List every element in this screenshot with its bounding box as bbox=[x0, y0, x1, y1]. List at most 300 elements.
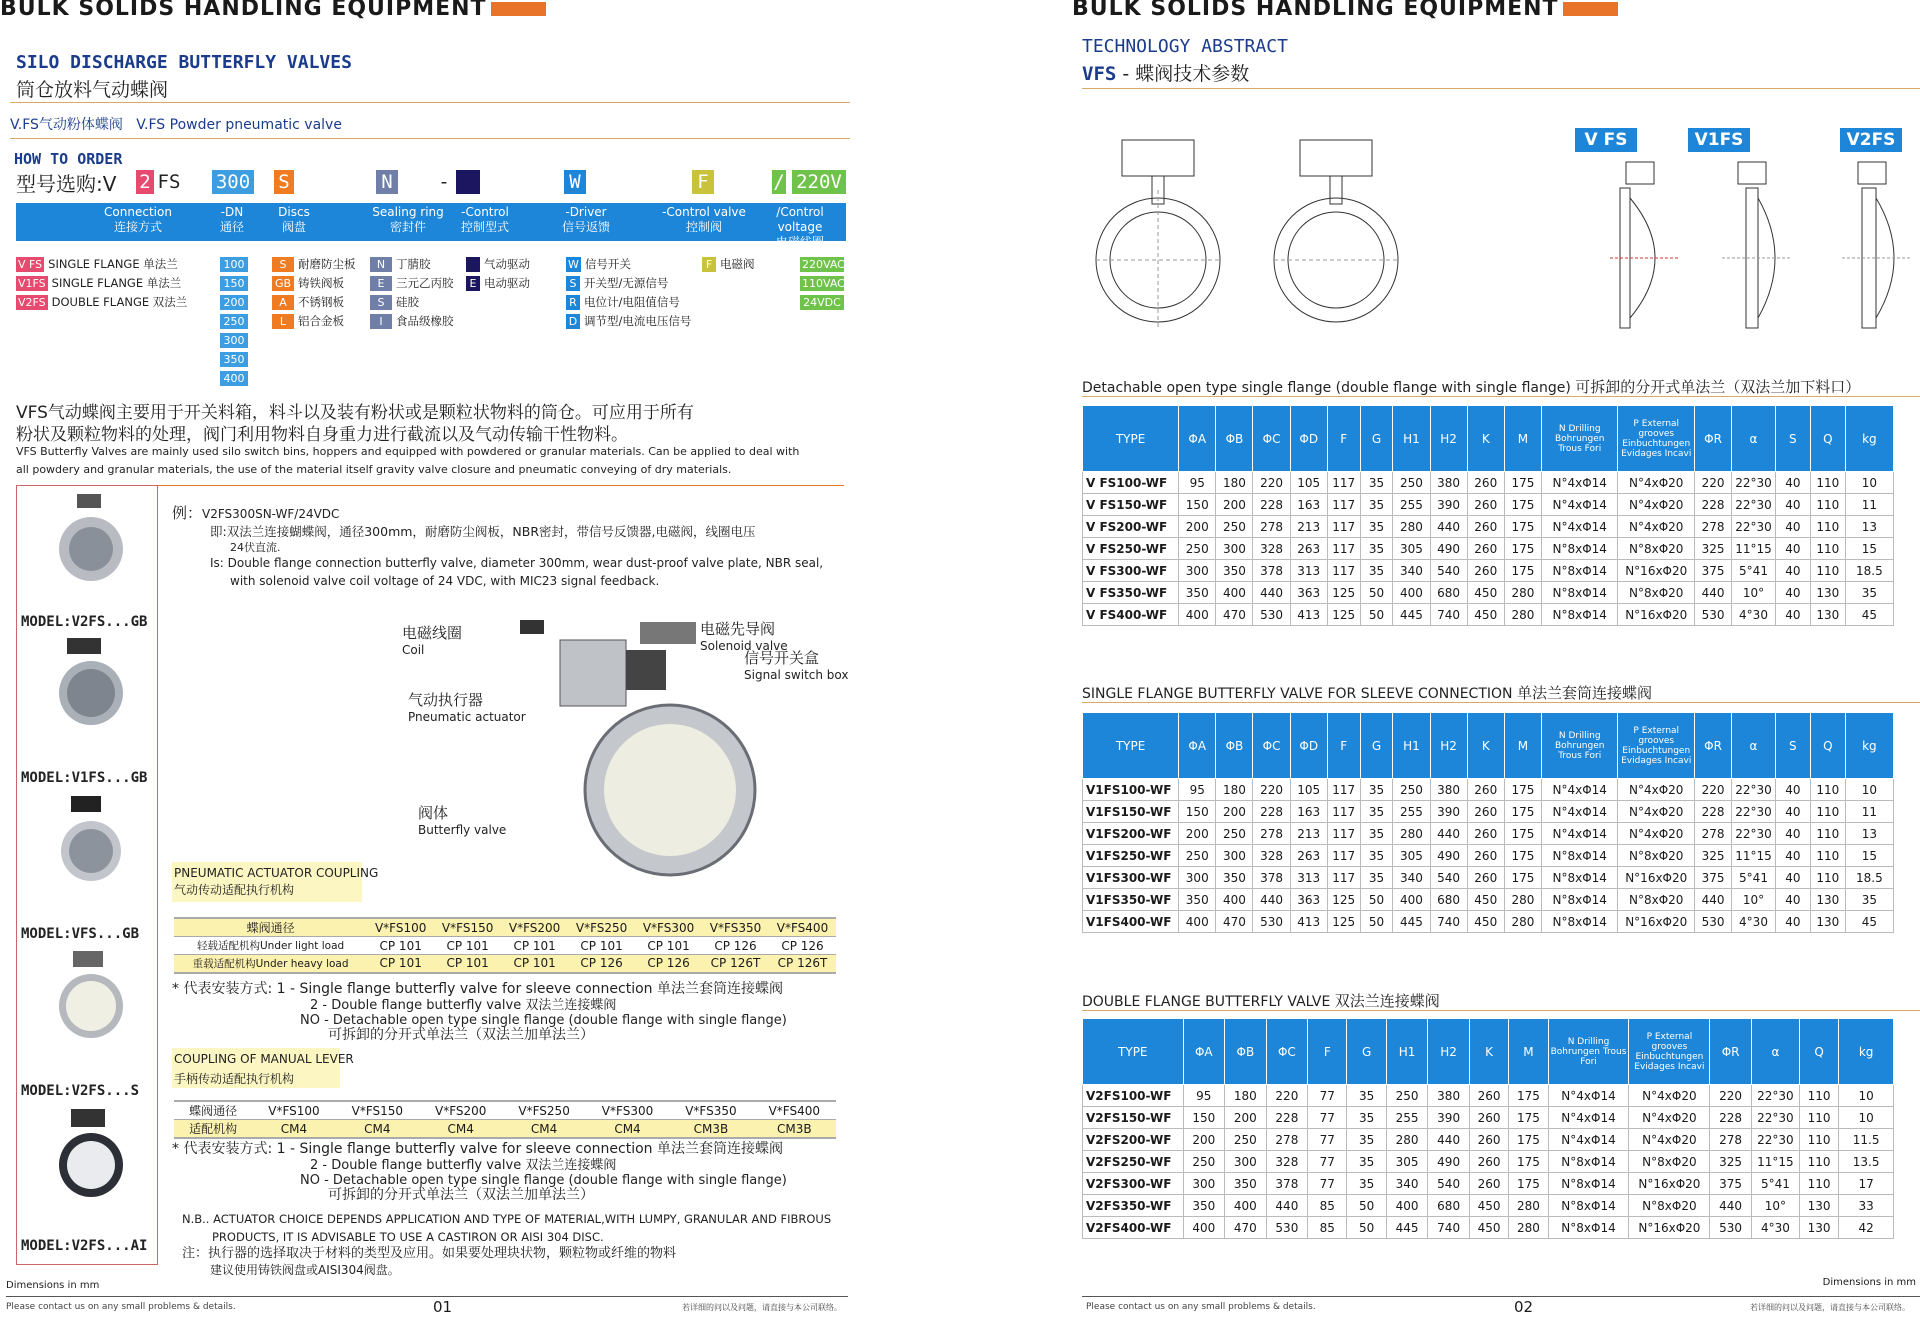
spec-table-v2fs bbox=[1082, 1018, 1894, 1239]
spec-cell: N°4xΦ20 bbox=[1618, 779, 1695, 801]
spec-row bbox=[1083, 604, 1894, 626]
spec-row bbox=[1083, 1195, 1894, 1217]
spec-cell: 220 bbox=[1710, 1085, 1752, 1107]
spec-cell: 163 bbox=[1290, 494, 1327, 516]
page-number: 01 bbox=[433, 1298, 453, 1316]
example-code: V2FS300SN-WF/24VDC bbox=[202, 507, 340, 521]
col-cn: 阀盘 bbox=[281, 220, 306, 234]
spec-cell: 440 bbox=[1428, 1129, 1470, 1151]
install-note-3: NO - Detachable open type single flange (double flange with single flange) bbox=[300, 1013, 787, 1028]
spec-header-cell: α bbox=[1732, 713, 1776, 779]
header-accent-bar bbox=[491, 2, 546, 16]
example-line bbox=[172, 502, 339, 523]
spec-cell: 400 bbox=[1179, 911, 1216, 933]
spec-cell: 450 bbox=[1469, 1195, 1508, 1217]
spec-cell: 40 bbox=[1775, 538, 1810, 560]
option-row bbox=[566, 312, 691, 331]
spec-cell: 11.5 bbox=[1839, 1129, 1894, 1151]
spec-cell: 305 bbox=[1393, 538, 1430, 560]
spec-cell: N°4xΦ14 bbox=[1541, 494, 1618, 516]
spec-cell: 278 bbox=[1710, 1129, 1752, 1151]
spec-row bbox=[1083, 1217, 1894, 1239]
option-row bbox=[800, 274, 848, 293]
spec-table-vfs bbox=[1082, 405, 1894, 626]
footer-rule bbox=[1082, 1296, 1920, 1297]
spec-cell: 490 bbox=[1428, 1151, 1470, 1173]
spec-cell: 260 bbox=[1469, 1151, 1508, 1173]
spec-cell: 175 bbox=[1509, 1085, 1548, 1107]
col-discs bbox=[264, 205, 324, 235]
spec-header-cell: ΦC bbox=[1253, 713, 1290, 779]
spec-cell: 125 bbox=[1327, 889, 1360, 911]
valve-photo-v2fs-s bbox=[47, 951, 132, 1041]
spec-cell: 400 bbox=[1225, 1195, 1267, 1217]
spec-cell: 390 bbox=[1430, 801, 1467, 823]
spec-header-cell: ΦC bbox=[1253, 406, 1290, 472]
option-code: 250 bbox=[220, 314, 248, 329]
spec-cell: N°8xΦ14 bbox=[1548, 1151, 1629, 1173]
spec-cell: N°4xΦ20 bbox=[1618, 516, 1695, 538]
spec-cell: 40 bbox=[1775, 516, 1810, 538]
spec-cell: 490 bbox=[1430, 538, 1467, 560]
col-en: Discs bbox=[278, 205, 310, 219]
spec-cell: 325 bbox=[1710, 1151, 1752, 1173]
option-row bbox=[702, 255, 755, 274]
spec-header-cell: ΦD bbox=[1290, 406, 1327, 472]
spec-cell: 175 bbox=[1504, 494, 1541, 516]
spec-cell: 35 bbox=[1347, 1085, 1386, 1107]
dn-options bbox=[220, 255, 252, 388]
spec-cell: 5°41 bbox=[1732, 867, 1776, 889]
option-code: S bbox=[272, 257, 294, 272]
spec-cell: 200 bbox=[1179, 516, 1216, 538]
spec-cell: 40 bbox=[1775, 779, 1810, 801]
spec-cell: 250 bbox=[1386, 1085, 1428, 1107]
spec-cell: 85 bbox=[1308, 1217, 1347, 1239]
spec-header-cell: ΦR bbox=[1694, 406, 1731, 472]
spec-cell: 22°30 bbox=[1751, 1107, 1799, 1129]
option-code: 24VDC bbox=[800, 295, 844, 310]
section-title-1 bbox=[1082, 376, 1860, 397]
spec-cell: 260 bbox=[1469, 1173, 1508, 1195]
spec-type-cell: V2FS300-WF bbox=[1083, 1173, 1184, 1195]
cell: CM4 bbox=[364, 1121, 391, 1136]
spec-cell: 125 bbox=[1327, 604, 1360, 626]
spec-cell: 213 bbox=[1290, 516, 1327, 538]
spec-type-cell: V1FS150-WF bbox=[1083, 801, 1179, 823]
spec-cell: 11°15 bbox=[1732, 845, 1776, 867]
spec-cell: 260 bbox=[1467, 494, 1504, 516]
spec-cell: 125 bbox=[1327, 911, 1360, 933]
footer-contact: Please contact us on any small problems & details. bbox=[1086, 1302, 1316, 1312]
spec-cell: 450 bbox=[1467, 582, 1504, 604]
spec-type-cell: V FS350-WF bbox=[1083, 582, 1179, 604]
spec-cell: 400 bbox=[1179, 604, 1216, 626]
spec-cell: 22°30 bbox=[1732, 823, 1776, 845]
tech-vfs: VFS bbox=[1082, 63, 1117, 85]
spec-cell: 490 bbox=[1430, 845, 1467, 867]
spec-cell: 260 bbox=[1467, 867, 1504, 889]
spec-cell: 40 bbox=[1775, 582, 1810, 604]
spec-cell: 45 bbox=[1845, 604, 1893, 626]
cell: V*FS200 bbox=[508, 920, 561, 935]
spec-cell: 22°30 bbox=[1732, 472, 1776, 494]
spec-header-cell: H1 bbox=[1393, 406, 1430, 472]
spec-row bbox=[1083, 801, 1894, 823]
spec-cell: 530 bbox=[1253, 911, 1290, 933]
spec-cell: 35 bbox=[1360, 560, 1393, 582]
spec-cell: 305 bbox=[1386, 1151, 1428, 1173]
spec-cell: 260 bbox=[1469, 1129, 1508, 1151]
spec-cell: 220 bbox=[1694, 472, 1731, 494]
col-connection bbox=[90, 205, 186, 235]
spec-header-cell: ΦA bbox=[1183, 1019, 1225, 1085]
spec-cell: 180 bbox=[1216, 779, 1253, 801]
spec-cell: N°8xΦ20 bbox=[1618, 845, 1695, 867]
control-options bbox=[466, 255, 530, 293]
pac-title-cn: 气动传动适配执行机构 bbox=[174, 883, 295, 897]
cell: 蝶阀通径 bbox=[246, 921, 295, 935]
spec-cell: 530 bbox=[1694, 604, 1731, 626]
option-row bbox=[800, 293, 848, 312]
spec-cell: 150 bbox=[1183, 1107, 1225, 1129]
spec-header-cell: N Drilling Bohrungen Trous Fori bbox=[1541, 406, 1618, 472]
spec-cell: N°4xΦ14 bbox=[1541, 472, 1618, 494]
spec-cell: 110 bbox=[1799, 1129, 1838, 1151]
option-code: E bbox=[466, 276, 480, 291]
spec-cell: 250 bbox=[1225, 1129, 1267, 1151]
spec-cell: 77 bbox=[1308, 1129, 1347, 1151]
spec-cell: 175 bbox=[1504, 823, 1541, 845]
spec-cell: 340 bbox=[1393, 867, 1430, 889]
spec-cell: 175 bbox=[1504, 538, 1541, 560]
spec-cell: 380 bbox=[1428, 1085, 1470, 1107]
divider bbox=[10, 102, 850, 103]
spec-header-cell: H2 bbox=[1430, 713, 1467, 779]
example-cn-1: 即:双法兰连接蝴蝶阀，通径300mm，耐磨防尘阀板，NBR密封，带信号反馈器,电磁阀，线圈电压 bbox=[210, 524, 756, 539]
cell: CP 126T bbox=[777, 956, 828, 971]
section-title-3 bbox=[1082, 990, 1440, 1011]
cell: CP 101 bbox=[379, 956, 422, 971]
spec-row bbox=[1083, 538, 1894, 560]
spec-cell: 740 bbox=[1428, 1217, 1470, 1239]
spec-cell: 445 bbox=[1393, 911, 1430, 933]
spec-cell: 280 bbox=[1393, 516, 1430, 538]
spec-header-cell: N Drilling Bohrungen Trous Fori bbox=[1541, 713, 1618, 779]
spec-cell: 13.5 bbox=[1839, 1151, 1894, 1173]
spec-cell: 470 bbox=[1216, 604, 1253, 626]
option-row bbox=[16, 255, 187, 274]
order-prefix bbox=[16, 168, 116, 196]
spec-header-cell: Q bbox=[1810, 406, 1845, 472]
option-code: N bbox=[370, 257, 392, 272]
spec-cell: 15 bbox=[1845, 845, 1893, 867]
spec-cell: 50 bbox=[1360, 604, 1393, 626]
spec-cell: N°16xΦ20 bbox=[1629, 1217, 1710, 1239]
option-code: S bbox=[566, 276, 580, 291]
pac-table bbox=[174, 917, 836, 974]
spec-cell: N°4xΦ14 bbox=[1548, 1085, 1629, 1107]
spec-cell: 22°30 bbox=[1732, 494, 1776, 516]
dimensions-note: Dimensions in mm bbox=[6, 1280, 100, 1291]
spec-cell: 130 bbox=[1799, 1217, 1838, 1239]
spec-type-cell: V FS300-WF bbox=[1083, 560, 1179, 582]
cell: CM4 bbox=[614, 1121, 641, 1136]
order-code-fs: FS bbox=[157, 171, 181, 193]
tech-title-cn bbox=[1082, 59, 1288, 86]
spec-cell: 110 bbox=[1810, 801, 1845, 823]
option-row bbox=[566, 274, 691, 293]
footer-rule bbox=[6, 1296, 848, 1297]
nb-cn-2: 建议使用铸铁阀盘或AISI304阀盘。 bbox=[210, 1263, 400, 1277]
option-code: S bbox=[370, 295, 392, 310]
spec-cell: 375 bbox=[1694, 867, 1731, 889]
spec-cell: 450 bbox=[1467, 911, 1504, 933]
option-row bbox=[800, 255, 848, 274]
option-code: F bbox=[702, 257, 716, 272]
spec-cell: 130 bbox=[1799, 1195, 1838, 1217]
manual-table bbox=[174, 1100, 836, 1139]
spec-cell: N°8xΦ14 bbox=[1541, 538, 1618, 560]
spec-cell: N°8xΦ14 bbox=[1541, 911, 1618, 933]
spec-header-row bbox=[1083, 713, 1894, 779]
spec-cell: 350 bbox=[1183, 1195, 1225, 1217]
spec-cell: 35 bbox=[1845, 582, 1893, 604]
spec-header-row bbox=[1083, 406, 1894, 472]
cell: CP 101 bbox=[580, 938, 623, 953]
spec-header-cell: ΦD bbox=[1290, 713, 1327, 779]
spec-cell: 117 bbox=[1327, 494, 1360, 516]
drawing-v1fs-profile bbox=[1702, 158, 1802, 358]
section-cn: 双法兰连接蝶阀 bbox=[1334, 992, 1440, 1010]
option-row bbox=[220, 293, 252, 312]
spec-cell: 200 bbox=[1216, 494, 1253, 516]
col-cn: 控制阀 bbox=[685, 220, 722, 234]
spec-cell: 117 bbox=[1327, 472, 1360, 494]
col-cn: 连接方式 bbox=[113, 220, 162, 234]
drawing-vfs-side bbox=[1082, 130, 1252, 350]
spec-cell: 77 bbox=[1308, 1173, 1347, 1195]
cell: CP 126 bbox=[714, 938, 757, 953]
cell: 轻载适配机构Under light load bbox=[197, 940, 345, 952]
callout-cn: 电磁先导阀 bbox=[700, 620, 776, 638]
spec-cell: 18.5 bbox=[1845, 560, 1893, 582]
spec-cell: 40 bbox=[1775, 604, 1810, 626]
option-row bbox=[220, 369, 252, 388]
spec-cell: 105 bbox=[1290, 779, 1327, 801]
spec-cell: 445 bbox=[1386, 1217, 1428, 1239]
spec-row bbox=[1083, 911, 1894, 933]
pac-header bbox=[174, 918, 836, 937]
spec-cell: N°4xΦ20 bbox=[1618, 472, 1695, 494]
cell: V*FS400 bbox=[776, 920, 829, 935]
option-row bbox=[16, 293, 187, 312]
spec-cell: 470 bbox=[1216, 911, 1253, 933]
spec-cell: 22°30 bbox=[1751, 1085, 1799, 1107]
option-row bbox=[566, 255, 691, 274]
option-code: 200 bbox=[220, 295, 248, 310]
option-text: 气动驱动 bbox=[484, 257, 530, 271]
option-code: 350 bbox=[220, 352, 248, 367]
spec-cell: 470 bbox=[1225, 1217, 1267, 1239]
spec-cell: 50 bbox=[1360, 911, 1393, 933]
spec-cell: 363 bbox=[1290, 889, 1327, 911]
spec-header-cell: H1 bbox=[1393, 713, 1430, 779]
spec-type-cell: V FS150-WF bbox=[1083, 494, 1179, 516]
option-code: V FS bbox=[18, 258, 43, 271]
spec-cell: N°8xΦ14 bbox=[1541, 867, 1618, 889]
spec-cell: 17 bbox=[1839, 1173, 1894, 1195]
spec-cell: 530 bbox=[1266, 1217, 1308, 1239]
spec-cell: 40 bbox=[1775, 889, 1810, 911]
spec-cell: 260 bbox=[1467, 823, 1504, 845]
spec-row bbox=[1083, 823, 1894, 845]
option-code: 110VAC bbox=[802, 277, 845, 290]
spec-header-cell: M bbox=[1504, 713, 1541, 779]
spec-header-cell: G bbox=[1360, 406, 1393, 472]
section-en: Detachable open type single flange (double flange with single flange) bbox=[1082, 380, 1571, 396]
option-code: 100 bbox=[220, 257, 248, 272]
spec-cell: 175 bbox=[1509, 1151, 1548, 1173]
option-text: 电动驱动 bbox=[484, 276, 530, 290]
option-row bbox=[566, 293, 691, 312]
example-en-1: Is: Double flange connection butterfly valve, diameter 300mm, wear dust-proof valve plate, NBR seal, bbox=[210, 556, 824, 570]
spec-header-cell: ΦR bbox=[1710, 1019, 1752, 1085]
spec-header-cell: S bbox=[1775, 406, 1810, 472]
option-row bbox=[370, 255, 454, 274]
spec-cell: 150 bbox=[1179, 494, 1216, 516]
spec-cell: 313 bbox=[1290, 560, 1327, 582]
spec-row bbox=[1083, 1129, 1894, 1151]
spec-header-cell: kg bbox=[1845, 406, 1893, 472]
spec-cell: 35 bbox=[1347, 1173, 1386, 1195]
section-cn: 单法兰套筒连接蝶阀 bbox=[1516, 684, 1652, 702]
cell: CP 126 bbox=[580, 956, 623, 971]
spec-type-cell: V1FS350-WF bbox=[1083, 889, 1179, 911]
option-row bbox=[370, 312, 454, 331]
option-text: 硅胶 bbox=[396, 295, 419, 309]
option-code: 300 bbox=[220, 333, 248, 348]
option-row bbox=[220, 312, 252, 331]
spec-row bbox=[1083, 1151, 1894, 1173]
spec-cell: 530 bbox=[1710, 1217, 1752, 1239]
spec-cell: 363 bbox=[1290, 582, 1327, 604]
spec-cell: 35 bbox=[1347, 1129, 1386, 1151]
spec-cell: 35 bbox=[1360, 779, 1393, 801]
spec-cell: 375 bbox=[1710, 1173, 1752, 1195]
order-code-dash: - bbox=[438, 171, 450, 193]
spec-cell: 4°30 bbox=[1751, 1217, 1799, 1239]
cell: V*FS150 bbox=[351, 1103, 404, 1118]
spec-cell: N°8xΦ20 bbox=[1618, 582, 1695, 604]
spec-cell: 228 bbox=[1710, 1107, 1752, 1129]
spec-cell: 350 bbox=[1216, 867, 1253, 889]
divider bbox=[1082, 702, 1920, 703]
spec-header-cell: ΦB bbox=[1225, 1019, 1267, 1085]
cell: CM4 bbox=[530, 1121, 558, 1136]
spec-type-cell: V1FS250-WF bbox=[1083, 845, 1179, 867]
callout-cn: 气动执行器 bbox=[408, 691, 484, 709]
spec-cell: N°4xΦ14 bbox=[1548, 1129, 1629, 1151]
option-code: V1FS bbox=[18, 277, 46, 290]
cell: CP 101 bbox=[379, 938, 422, 953]
spec-cell: 13 bbox=[1845, 823, 1893, 845]
spec-cell: 175 bbox=[1504, 867, 1541, 889]
spec-cell: 440 bbox=[1430, 823, 1467, 845]
spec-cell: 200 bbox=[1179, 823, 1216, 845]
cell: CP 126T bbox=[710, 956, 761, 971]
spec-cell: 228 bbox=[1253, 801, 1290, 823]
page-header bbox=[0, 0, 546, 20]
order-code-driver: W bbox=[564, 170, 586, 194]
spec-cell: 50 bbox=[1347, 1217, 1386, 1239]
cell: V*FS100 bbox=[268, 1103, 320, 1118]
footer-cn: 若详细的问以及问题，请直接与本公司联络。 bbox=[1750, 1303, 1910, 1312]
spec-cell: 350 bbox=[1225, 1173, 1267, 1195]
spec-cell: 278 bbox=[1694, 823, 1731, 845]
spec-cell: 95 bbox=[1179, 779, 1216, 801]
spec-cell: 110 bbox=[1799, 1151, 1838, 1173]
spec-cell: 175 bbox=[1509, 1129, 1548, 1151]
voltage-options bbox=[800, 255, 848, 312]
option-text: DOUBLE FLANGE 双法兰 bbox=[51, 295, 188, 309]
drawing-v2fs-profile bbox=[1822, 158, 1920, 358]
spec-cell: 260 bbox=[1467, 801, 1504, 823]
manual-title-cn: 手柄传动适配执行机构 bbox=[174, 1072, 295, 1086]
spec-type-cell: V2FS350-WF bbox=[1083, 1195, 1184, 1217]
disc-options bbox=[272, 255, 356, 331]
desc-en-1: VFS Butterfly Valves are mainly used silo switch bins, hoppers and equipped with powdered or granular materials. Can be applied to deal with bbox=[16, 445, 800, 458]
spec-cell: N°16xΦ20 bbox=[1618, 560, 1695, 582]
spec-type-cell: V FS400-WF bbox=[1083, 604, 1179, 626]
spec-header-cell: S bbox=[1775, 713, 1810, 779]
option-row bbox=[466, 255, 530, 274]
spec-header-cell: TYPE bbox=[1083, 406, 1179, 472]
spec-cell: N°4xΦ20 bbox=[1629, 1129, 1710, 1151]
spec-cell: 740 bbox=[1430, 911, 1467, 933]
order-code-dn: 300 bbox=[212, 170, 254, 194]
page-title bbox=[16, 52, 352, 102]
spec-row bbox=[1083, 867, 1894, 889]
spec-cell: 300 bbox=[1225, 1151, 1267, 1173]
spec-header-cell: TYPE bbox=[1083, 713, 1179, 779]
spec-cell: 280 bbox=[1504, 889, 1541, 911]
spec-type-cell: V1FS100-WF bbox=[1083, 779, 1179, 801]
install-note-4: 可拆卸的分开式单法兰（双法兰加单法兰） bbox=[328, 1027, 594, 1043]
spec-cell: 228 bbox=[1694, 801, 1731, 823]
spec-cell: 450 bbox=[1467, 604, 1504, 626]
spec-cell: 440 bbox=[1266, 1195, 1308, 1217]
spec-cell: N°4xΦ20 bbox=[1618, 801, 1695, 823]
col-en: -Control bbox=[461, 205, 509, 219]
title-cn: 筒仓放料气动蝶阀 bbox=[16, 79, 169, 101]
spec-cell: 280 bbox=[1509, 1217, 1548, 1239]
spec-cell: N°8xΦ20 bbox=[1618, 889, 1695, 911]
order-code-control-valve: F bbox=[692, 170, 714, 194]
spec-cell: 740 bbox=[1430, 604, 1467, 626]
col-control bbox=[450, 205, 520, 235]
spec-cell: 175 bbox=[1504, 472, 1541, 494]
col-sealing bbox=[366, 205, 450, 235]
spec-cell: 110 bbox=[1810, 494, 1845, 516]
spec-cell: N°4xΦ14 bbox=[1541, 823, 1618, 845]
spec-header-cell: kg bbox=[1845, 713, 1893, 779]
option-row bbox=[220, 255, 252, 274]
spec-cell: 11 bbox=[1845, 494, 1893, 516]
spec-header-cell: N Drilling Bohrungen Trous Fori bbox=[1548, 1019, 1629, 1085]
spec-cell: 35 bbox=[1360, 538, 1393, 560]
spec-row bbox=[1083, 1173, 1894, 1195]
